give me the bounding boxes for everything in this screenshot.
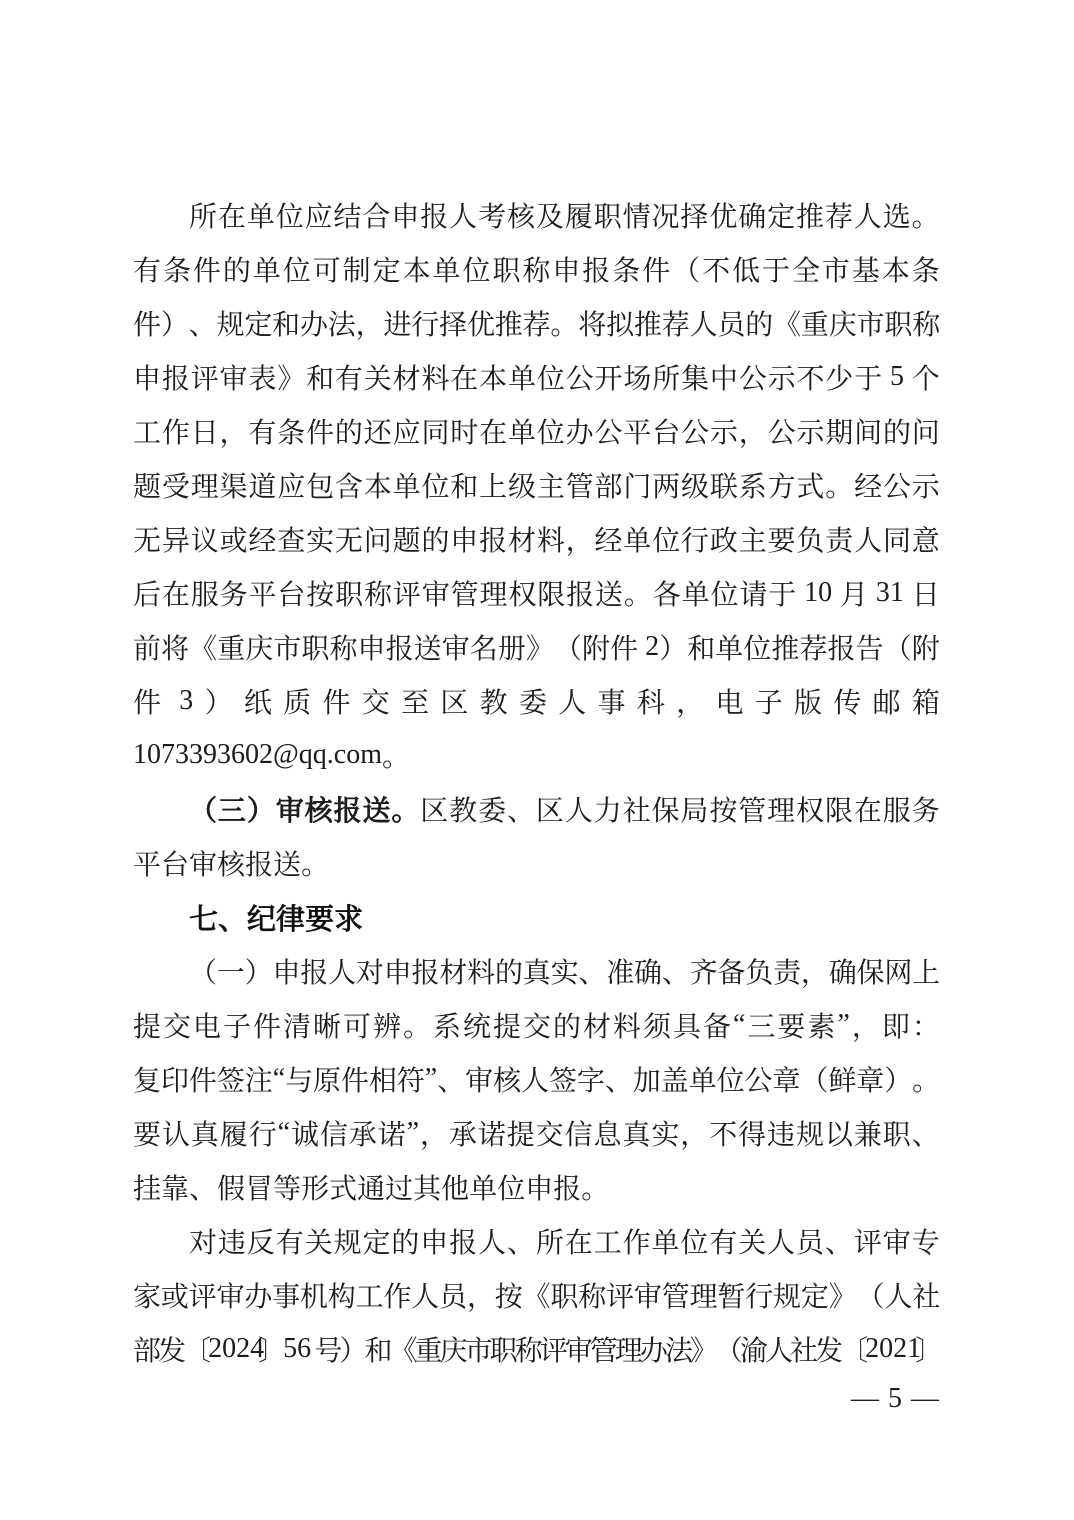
text-line: 对 违 反 有 关 规 定 的 申 报 人 、 所 在 工 作 单 位 有 关 人 员 、 评 审 专 bbox=[189, 1228, 940, 1259]
document-body bbox=[133, 188, 944, 1376]
text-line: 件 3 ） 纸 质 件 交 至 区 教 委 人 事 科 ， 电 子 版 传 邮 箱 bbox=[133, 685, 940, 719]
section-heading: 七 、 纪 律 要 求 bbox=[189, 903, 364, 936]
text-line: 1073393602@qq.com 。 bbox=[133, 739, 411, 773]
text-line: （ 一 ） 申 报 人 对 申 报 材 料 的 真 实 、 准 确 、 齐 备 负 责 ， 确 保 网 上 bbox=[189, 958, 941, 989]
text-line: 后 在 服 务 平 台 按 职 称 评 审 管 理 权 限 报 送 。 各 单 位 请 于 10 月 31 日 bbox=[133, 577, 940, 611]
text-line: 件 ） 、 规 定 和 办 法 ， 进 行 择 优 推 荐 。 将 拟 推 荐 人 员 的 《 重 庆 市 职 称 bbox=[133, 310, 941, 341]
text-line: 前 将 《 重 庆 市 职 称 申 报 送 审 名 册 》 （ 附 件 2 ） 和 单 位 推 荐 报 告 （ 附 bbox=[133, 631, 940, 665]
text-line: 部 发 〔 2024 〕 56 号 ） 和 《 重 庆 市 职 称 评 审 管 理 办 法 》 （ 渝 人 社 发 〔 2021 〕 bbox=[133, 1333, 944, 1367]
text-line: 无 异 议 或 经 查 实 无 问 题 的 申 报 材 料 ， 经 单 位 行 政 主 要 负 责 人 同 意 bbox=[133, 526, 940, 557]
text-line: （ 三 ） 审 核 报 送 。 区 教 委 、 区 人 力 社 保 局 按 管 理 权 限 在 服 务 bbox=[189, 796, 940, 827]
text-line: 工 作 日 ， 有 条 件 的 还 应 同 时 在 单 位 办 公 平 台 公 示 ， 公 示 期 间 的 问 bbox=[133, 418, 940, 449]
text-line: 要 认 真 履 行 “ 诚 信 承 诺 ” ， 承 诺 提 交 信 息 真 实 ， 不 得 违 规 以 兼 职 、 bbox=[133, 1117, 940, 1151]
text-line: 所 在 单 位 应 结 合 申 报 人 考 核 及 履 职 情 况 择 优 确 定 推 荐 人 选 。 bbox=[189, 202, 940, 233]
text-line: 平 台 审 核 报 送 。 bbox=[133, 850, 330, 881]
page-footer bbox=[133, 1368, 940, 1426]
text-line: 家 或 评 审 办 事 机 构 工 作 人 员 ， 按 《 职 称 评 审 管 理 暂 行 规 定 》 （ 人 社 bbox=[133, 1282, 941, 1313]
text-line: 提 交 电 子 件 清 晰 可 辨 。 系 统 提 交 的 材 料 须 具 备 “ 三 要 素 ” ， 即 ： bbox=[133, 1009, 940, 1043]
text-line: 申 报 评 审 表 》 和 有 关 材 料 在 本 单 位 公 开 场 所 集 中 公 示 不 少 于 5 个 bbox=[133, 361, 940, 395]
text-line: 题 受 理 渠 道 应 包 含 本 单 位 和 上 级 主 管 部 门 两 级 联 系 方 式 。 经 公 示 bbox=[133, 472, 940, 503]
text-line: 有 条 件 的 单 位 可 制 定 本 单 位 职 称 申 报 条 件 （ 不 低 于 全 市 基 本 条 bbox=[133, 256, 940, 287]
page-number: — 5 — bbox=[851, 1383, 940, 1414]
text-line: 挂 靠 、 假 冒 等 形 式 通 过 其 他 单 位 申 报 。 bbox=[133, 1174, 610, 1205]
text-line: 复 印 件 签 注 “ 与 原 件 相 符 ” 、 审 核 人 签 字 、 加 盖 单 位 公 章 （ 鲜 章 ） 。 bbox=[133, 1063, 941, 1097]
